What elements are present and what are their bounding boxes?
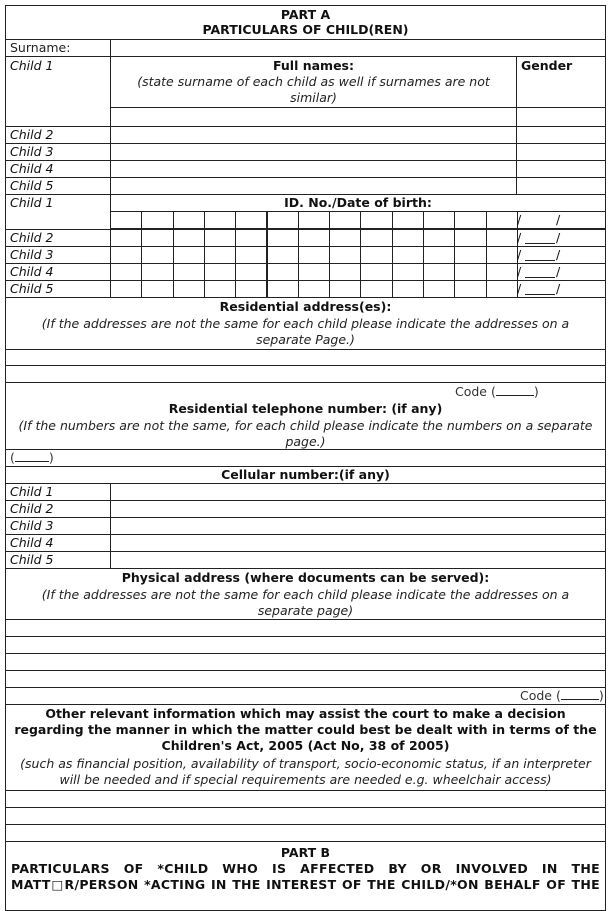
id-digit-cell[interactable] — [173, 229, 205, 247]
child3-gender-field[interactable] — [516, 143, 606, 161]
child3-label: Child 3 — [10, 144, 54, 159]
physical-address-note: (If the addresses are not the same for each child please indicate the addresses on a separate page) — [41, 587, 570, 618]
id-digit-cell[interactable] — [141, 280, 173, 298]
id-digit-cell[interactable] — [423, 246, 455, 264]
id-digit-cell[interactable] — [235, 211, 267, 229]
gender-label: Gender — [521, 58, 573, 73]
child5-gender-field[interactable] — [516, 177, 606, 195]
id-digit-cell[interactable] — [392, 280, 424, 298]
child2-label: Child 2 — [10, 127, 54, 142]
id-digit-cell[interactable] — [423, 280, 455, 298]
id-digit-cell[interactable] — [329, 229, 361, 247]
date-of-birth-cell[interactable] — [517, 263, 606, 281]
id-digit-cell[interactable] — [329, 263, 361, 281]
id-digit-cell[interactable] — [454, 263, 486, 281]
cell-child1-field[interactable] — [110, 483, 606, 501]
full-names-note: (state surname of each child as well if surnames are not similar) — [137, 74, 490, 105]
tel-code-blank — [15, 450, 49, 462]
telephone-note: (If the numbers are not the same, for each child please indicate the numbers on a separate page.) — [18, 418, 593, 449]
tel-code-open: ( — [10, 450, 15, 465]
cell-child3-label: Child 3 — [10, 518, 54, 533]
date-slash: / — [556, 230, 561, 245]
other-info-line-3[interactable] — [5, 824, 606, 842]
date-slash: / — [517, 230, 522, 245]
child4-gender-field[interactable] — [516, 160, 606, 178]
physical-address-line-3[interactable] — [5, 653, 606, 671]
id-digit-cell[interactable] — [298, 229, 330, 247]
id-child5-label: Child 5 — [10, 281, 54, 296]
date-underline — [525, 294, 555, 295]
id-digit-cell[interactable] — [110, 280, 142, 298]
other-info-line-1[interactable] — [5, 790, 606, 808]
other-info-line-2[interactable] — [5, 807, 606, 825]
id-digit-cell[interactable] — [329, 280, 361, 298]
date-underline — [525, 260, 555, 261]
id-digit-cell[interactable] — [110, 229, 142, 247]
telephone-code[interactable] — [10, 450, 54, 466]
physical-address-line-5[interactable] — [5, 687, 606, 705]
id-digit-cell[interactable] — [298, 246, 330, 264]
id-child1-label: Child 1 — [10, 195, 54, 210]
id-digit-cell[interactable] — [360, 280, 392, 298]
court-form — [5, 5, 606, 905]
residential-address-label: Residential address(es): — [219, 299, 392, 314]
date-slash: / — [517, 264, 522, 279]
date-of-birth-cell[interactable] — [517, 246, 606, 264]
id-digit-cell[interactable] — [486, 280, 518, 298]
id-digit-cell[interactable] — [392, 246, 424, 264]
id-digit-cell[interactable] — [392, 229, 424, 247]
id-digit-cell[interactable] — [235, 246, 267, 264]
physical-code-label: Code ( — [520, 688, 561, 703]
id-digit-cell[interactable] — [329, 211, 361, 229]
part-b-heading: PART B — [280, 845, 331, 860]
date-of-birth-cell[interactable] — [517, 211, 606, 229]
id-digit-cell[interactable] — [454, 211, 486, 229]
id-digit-cell[interactable] — [141, 229, 173, 247]
id-digit-cell[interactable] — [298, 280, 330, 298]
id-digit-cell[interactable] — [360, 229, 392, 247]
cell-child1-label: Child 1 — [10, 484, 54, 499]
id-digit-cell[interactable] — [173, 211, 205, 229]
other-info-note: (such as financial position, availability of transport, socio-economic status, if an interpreter will be needed and if special requirements are needed e.g. wheelchair access) — [20, 756, 591, 787]
child2-gender-field[interactable] — [516, 126, 606, 144]
date-slash: / — [517, 247, 522, 262]
child5-label: Child 5 — [10, 178, 54, 193]
surname-field[interactable] — [110, 39, 606, 57]
id-digit-cell[interactable] — [329, 246, 361, 264]
id-digit-cell[interactable] — [267, 229, 299, 247]
id-label: ID. No./Date of birth: — [284, 195, 432, 210]
id-digit-cell[interactable] — [173, 280, 205, 298]
date-of-birth-cell[interactable] — [517, 229, 606, 247]
date-slash: / — [517, 212, 522, 227]
id-digit-cell[interactable] — [204, 280, 236, 298]
id-digit-cell[interactable] — [298, 263, 330, 281]
date-slash: / — [556, 212, 561, 227]
id-digit-cell[interactable] — [392, 263, 424, 281]
date-slash: / — [556, 281, 561, 296]
other-info-label: Other relevant information which may assist the court to make a decision regarding the manner in which the matter could best be dealt with in terms of the Children's Act, 2005 (Act No, 38 of 2005) — [14, 706, 597, 753]
cell-child2-label: Child 2 — [10, 501, 54, 516]
cell-child4-field[interactable] — [110, 534, 606, 552]
cell-child4-label: Child 4 — [10, 535, 54, 550]
residential-address-line-2[interactable] — [5, 365, 606, 383]
date-slash: / — [517, 281, 522, 296]
id-digit-cell[interactable] — [486, 211, 518, 229]
telephone-field[interactable] — [5, 449, 606, 467]
id-digit-cell[interactable] — [141, 246, 173, 264]
residential-code[interactable] — [455, 384, 539, 400]
id-digit-cell[interactable] — [486, 229, 518, 247]
id-digit-cell[interactable] — [235, 229, 267, 247]
id-digit-cell[interactable] — [298, 211, 330, 229]
physical-code[interactable] — [520, 688, 604, 704]
date-underline — [525, 243, 555, 244]
id-digit-cell[interactable] — [486, 246, 518, 264]
id-digit-cell[interactable] — [454, 229, 486, 247]
id-digit-cell[interactable] — [110, 263, 142, 281]
id-child4-label: Child 4 — [10, 264, 54, 279]
part-b-text: PARTICULARS OF *CHILD WHO IS AFFECTED BY OR INVOLVED IN THE MATT□R/PERSON *ACTING IN THE INTEREST OF THE CHILD/*ON BEHALF OF THE — [11, 861, 600, 892]
id-child2-label: Child 2 — [10, 230, 54, 245]
physical-code-close: ) — [598, 688, 604, 703]
cell-child2-field[interactable] — [110, 500, 606, 518]
physical-code-blank — [561, 688, 599, 700]
telephone-label: Residential telephone number: (if any) — [168, 401, 443, 416]
date-slash: / — [556, 264, 561, 279]
child1-fullname-field[interactable] — [110, 107, 517, 127]
cellular-label: Cellular number:(if any) — [221, 467, 390, 482]
id-digit-cell[interactable] — [267, 263, 299, 281]
id-digit-cell[interactable] — [110, 211, 142, 229]
code-label: Code ( — [455, 384, 496, 399]
id-digit-cell[interactable] — [173, 263, 205, 281]
id-digit-cell[interactable] — [204, 263, 236, 281]
residential-address-note: (If the addresses are not the same for each child please indicate the addresses on a separate Page.) — [41, 316, 570, 347]
physical-address-line-1[interactable] — [5, 619, 606, 637]
child1-label: Child 1 — [10, 58, 54, 73]
id-digit-cell[interactable] — [204, 229, 236, 247]
id-digit-cell[interactable] — [360, 263, 392, 281]
date-slash: / — [556, 247, 561, 262]
tel-code-close: ) — [48, 450, 54, 465]
child4-fullname-field[interactable] — [110, 160, 517, 178]
date-underline — [525, 277, 555, 278]
id-digit-cell[interactable] — [267, 280, 299, 298]
child3-fullname-field[interactable] — [110, 143, 517, 161]
full-names-label: Full names: — [272, 58, 354, 73]
id-digit-cell[interactable] — [110, 246, 142, 264]
physical-address-label: Physical address (where documents can be served): — [121, 570, 490, 585]
cell-child5-label: Child 5 — [10, 552, 54, 567]
part-a-subheading: PARTICULARS OF CHILD(REN) — [202, 22, 409, 37]
child4-label: Child 4 — [10, 161, 54, 176]
id-digit-cell[interactable] — [360, 246, 392, 264]
id-digit-cell[interactable] — [204, 211, 236, 229]
id-digit-cell[interactable] — [235, 280, 267, 298]
code-close: ) — [533, 384, 539, 399]
residential-address-line-1[interactable] — [5, 349, 606, 366]
cell-child3-field[interactable] — [110, 517, 606, 535]
child2-fullname-field[interactable] — [110, 126, 517, 144]
id-digit-cell[interactable] — [423, 229, 455, 247]
code-blank — [496, 384, 534, 396]
id-digit-cell[interactable] — [454, 280, 486, 298]
id-digit-cell[interactable] — [141, 211, 173, 229]
physical-address-line-2[interactable] — [5, 636, 606, 654]
id-digit-cell[interactable] — [204, 246, 236, 264]
date-of-birth-cell[interactable] — [517, 280, 606, 298]
cell-child5-field[interactable] — [110, 551, 606, 569]
id-digit-cell[interactable] — [392, 211, 424, 229]
id-digit-cell[interactable] — [141, 263, 173, 281]
id-digit-cell[interactable] — [486, 263, 518, 281]
child1-gender-field[interactable] — [516, 107, 606, 127]
id-digit-cell[interactable] — [267, 246, 299, 264]
id-digit-cell[interactable] — [360, 211, 392, 229]
id-digit-cell[interactable] — [454, 246, 486, 264]
surname-label: Surname: — [10, 40, 71, 55]
id-digit-cell[interactable] — [423, 211, 455, 229]
child5-fullname-field[interactable] — [110, 177, 517, 195]
id-digit-cell[interactable] — [423, 263, 455, 281]
id-digit-cell[interactable] — [173, 246, 205, 264]
physical-address-line-4[interactable] — [5, 670, 606, 688]
id-digit-cell[interactable] — [267, 211, 299, 229]
id-digit-cell[interactable] — [235, 263, 267, 281]
part-a-heading: PART A — [280, 7, 331, 22]
id-child3-label: Child 3 — [10, 247, 54, 262]
